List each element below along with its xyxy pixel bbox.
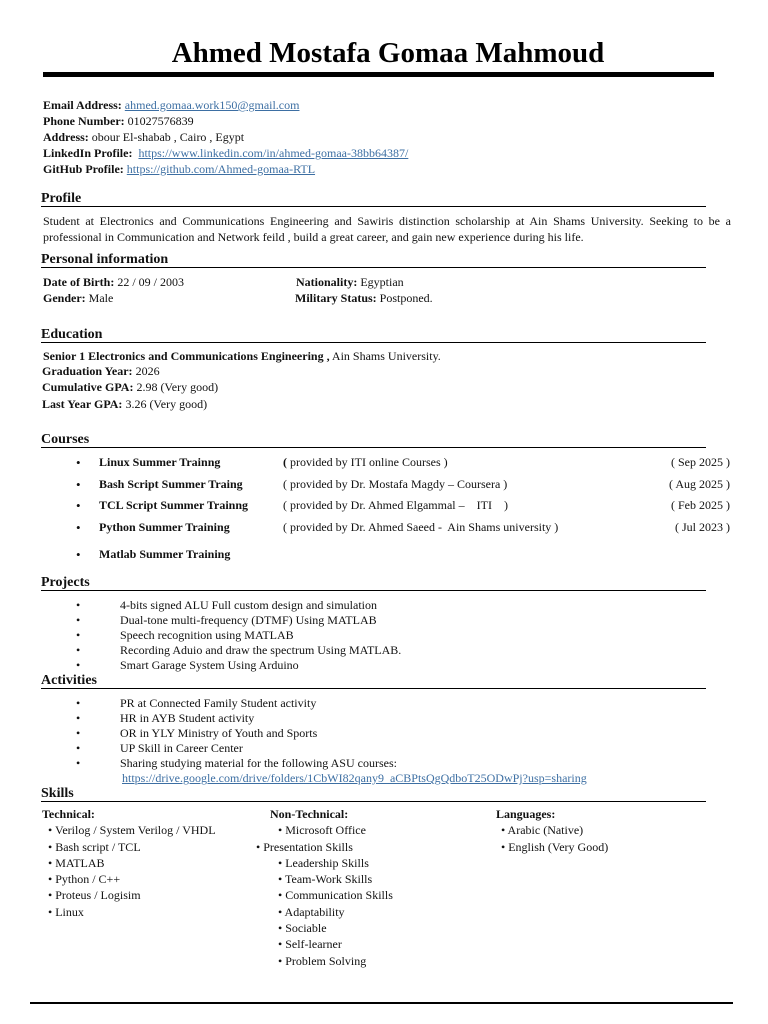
course-provider: ( provided by Dr. Ahmed Elgammal – ITI ) (283, 498, 508, 512)
activities-list (76, 696, 587, 786)
bullet: • (76, 756, 81, 770)
cgpa-value: 2.98 (Very good) (136, 380, 219, 394)
skill-text: Microsoft Office (285, 823, 366, 838)
bullet: • (76, 643, 81, 657)
nationality-value: Egyptian (360, 275, 404, 289)
section-title-education: Education (41, 327, 103, 342)
courses-divider (41, 447, 706, 448)
gender-label: Gender: (43, 291, 86, 305)
skill-text: Linux (55, 904, 84, 919)
bullet: • (76, 613, 81, 627)
course-name: Matlab Summer Training (99, 547, 231, 561)
course-provider (283, 455, 448, 470)
section-title-projects: Projects (41, 575, 90, 590)
skill-text: Adaptability (284, 904, 345, 919)
list-item (76, 726, 587, 741)
bullet: • (501, 823, 506, 838)
projects-divider (41, 590, 706, 591)
list-item (76, 628, 401, 643)
language-skills (496, 806, 608, 855)
degree-name: Senior 1 Electronics and Communications Engineering , (43, 349, 330, 363)
bullet: • (48, 855, 53, 870)
language-text: Arabic (Native) (507, 823, 584, 838)
profile-text: Student at Electronics and Communications Engineering and Sawiris distinction scholarship at Ain Shams University. Seeking to be a professional in Communication and Network feild , build a great career, and gain new experience during his life. (43, 214, 731, 244)
profile-divider (41, 206, 706, 207)
header-divider (43, 72, 714, 77)
bullet: • (76, 711, 81, 725)
list-item (496, 839, 608, 855)
list-item (76, 598, 401, 613)
list-item (256, 904, 393, 920)
bullet: • (278, 953, 283, 968)
technical-skills (42, 806, 216, 920)
course-date: ( Feb 2025 ) (671, 498, 730, 512)
bullet: • (278, 872, 283, 887)
course-name: TCL Script Summer Trainng (99, 498, 249, 512)
list-item (256, 822, 393, 838)
section-title-profile: Profile (41, 191, 82, 206)
skill-text: Proteus / Logisim (55, 888, 141, 903)
bullet: • (76, 498, 81, 513)
project-text: Recording Aduio and draw the spectrum Using MATLAB. (120, 643, 402, 657)
list-item (76, 756, 587, 771)
cgpa-row (42, 380, 218, 395)
list-item (76, 741, 587, 756)
nationality-label: Nationality: (296, 275, 358, 289)
address-value: obour El-shabab , Cairo , Egypt (91, 130, 245, 144)
military-label: Military Status: (295, 291, 377, 305)
github-link[interactable]: https://github.com/Ahmed-gomaa-RTL (126, 162, 316, 176)
course-name: Bash Script Summer Traing (99, 477, 243, 491)
bullet: • (278, 855, 283, 870)
list-item (76, 696, 587, 711)
course-provider: ( provided by Dr. Mostafa Magdy – Coursera ) (283, 477, 508, 491)
bullet: • (48, 904, 53, 919)
list-item (256, 887, 393, 903)
project-text: Smart Garage System Using Arduino (120, 658, 299, 672)
bullet: • (278, 888, 283, 903)
course-name: Python Summer Training (99, 520, 230, 534)
footer-divider (30, 1002, 733, 1004)
activities-divider (41, 688, 706, 689)
section-title-courses: Courses (41, 432, 90, 447)
list-item (42, 904, 216, 920)
list-item (42, 839, 216, 855)
course-provider: ( provided by Dr. Ahmed Saeed - Ain Shams university ) (283, 520, 559, 534)
projects-list (76, 598, 401, 673)
phone-label: Phone Number: (43, 114, 125, 128)
resume-name: Ahmed Mostafa Gomaa Mahmoud (171, 37, 605, 69)
lgpa-label: Last Year GPA: (42, 397, 123, 411)
list-item (42, 822, 216, 838)
section-title-activities: Activities (41, 673, 97, 688)
nontech-title: Non-Technical: (270, 807, 349, 821)
bullet: • (76, 741, 81, 755)
bullet: • (48, 888, 53, 903)
provider-text: provided by ITI online Courses ) (287, 455, 448, 469)
skill-text: Problem Solving (285, 953, 367, 968)
github-label: GitHub Profile: (43, 162, 124, 176)
language-text: English (Very Good) (508, 839, 609, 854)
skills-divider (41, 801, 706, 802)
skill-text: Bash script / TCL (55, 839, 141, 854)
section-title-skills: Skills (41, 786, 74, 801)
provider-open: ( (283, 455, 287, 469)
linkedin-row (43, 145, 408, 161)
nationality-row (296, 275, 404, 290)
grad-row (42, 364, 160, 379)
bullet: • (76, 726, 81, 740)
lgpa-value: 3.26 (Very good) (125, 397, 208, 411)
contact-block (43, 97, 408, 177)
bullet: • (48, 872, 53, 887)
linkedin-link[interactable]: https://www.linkedin.com/in/ahmed-gomaa-38bb64387/ (138, 146, 409, 160)
education-divider (41, 342, 706, 343)
bullet: • (48, 823, 53, 838)
course-date: ( Jul 2023 ) (675, 520, 730, 534)
bullet: • (76, 547, 81, 562)
gender-value: Male (88, 291, 114, 305)
phone-value: 01027576839 (127, 114, 194, 128)
bullet: • (278, 823, 283, 838)
activity-text: PR at Connected Family Student activity (120, 696, 317, 710)
section-title-personal: Personal information (41, 252, 169, 267)
list-item (256, 871, 393, 887)
skill-text: Presentation Skills (263, 839, 353, 854)
list-item (42, 855, 216, 871)
grad-value: 2026 (135, 364, 160, 378)
activity-text: Sharing studying material for the following ASU courses: (120, 756, 397, 770)
bullet: • (278, 937, 283, 952)
linkedin-label: LinkedIn Profile: (43, 146, 133, 160)
personal-divider (41, 267, 706, 268)
email-label: Email Address: (43, 98, 122, 112)
bullet: • (278, 904, 283, 919)
grad-label: Graduation Year: (42, 364, 133, 378)
technical-title: Technical: (42, 807, 95, 821)
bullet: • (76, 455, 81, 470)
gender-row (43, 291, 113, 306)
university-name: Ain Shams University. (331, 349, 441, 363)
skill-text: Verilog / System Verilog / VHDL (55, 823, 216, 838)
bullet: • (501, 839, 506, 854)
military-row (295, 291, 433, 306)
military-value: Postponed. (379, 291, 433, 305)
list-item (76, 613, 401, 628)
bullet: • (76, 520, 81, 535)
skill-text: Communication Skills (285, 888, 393, 903)
project-text: Speech recognition using MATLAB (120, 628, 294, 642)
skill-text: Sociable (285, 921, 327, 936)
dob-value: 22 / 09 / 2003 (117, 275, 184, 289)
skill-text: Team-Work Skills (285, 872, 373, 887)
skill-text: Python / C++ (55, 872, 121, 887)
list-item (256, 839, 393, 855)
nontechnical-skills (256, 806, 393, 969)
activity-text: UP Skill in Career Center (120, 741, 243, 755)
list-item (256, 953, 393, 969)
list-item (76, 771, 587, 786)
dob-label: Date of Birth: (43, 275, 115, 289)
address-row (43, 129, 408, 145)
github-row (43, 161, 408, 177)
email-link[interactable]: ahmed.gomaa.work150@gmail.com (124, 98, 300, 112)
lgpa-row (42, 397, 207, 412)
activity-text: OR in YLY Ministry of Youth and Sports (120, 726, 318, 740)
languages-title: Languages: (496, 807, 556, 821)
bullet: • (256, 839, 261, 854)
project-text: Dual-tone multi-frequency (DTMF) Using MATLAB (120, 613, 377, 627)
bullet: • (76, 628, 81, 642)
list-item (76, 711, 587, 726)
bullet: • (278, 921, 283, 936)
bullet: • (76, 477, 81, 492)
bullet: • (48, 839, 53, 854)
list-item (76, 643, 401, 658)
phone-row (43, 113, 408, 129)
list-item (256, 855, 393, 871)
cgpa-label: Cumulative GPA: (42, 380, 134, 394)
course-date: ( Sep 2025 ) (671, 455, 730, 469)
course-date: ( Aug 2025 ) (669, 477, 730, 491)
bullet: • (76, 696, 81, 710)
dob-row (43, 275, 184, 290)
list-item (76, 658, 401, 673)
list-item (42, 887, 216, 903)
skill-text: Self-learner (285, 937, 342, 952)
course-name: Linux Summer Trainng (99, 455, 221, 469)
email-row (43, 97, 408, 113)
bullet: • (76, 658, 81, 672)
activity-text: HR in AYB Student activity (120, 711, 255, 725)
drive-link[interactable]: https://drive.google.com/drive/folders/1CbWI82qany9_aCBPtsQgQdboT25ODwPj?usp=sharing (122, 771, 587, 785)
skill-text: MATLAB (55, 855, 105, 870)
list-item (42, 871, 216, 887)
address-label: Address: (43, 130, 89, 144)
project-text: 4-bits signed ALU Full custom design and simulation (120, 598, 377, 612)
list-item (496, 822, 608, 838)
list-item (256, 920, 393, 936)
bullet: • (76, 598, 81, 612)
list-item (256, 936, 393, 952)
degree-row (43, 349, 441, 364)
skill-text: Leadership Skills (285, 855, 369, 870)
